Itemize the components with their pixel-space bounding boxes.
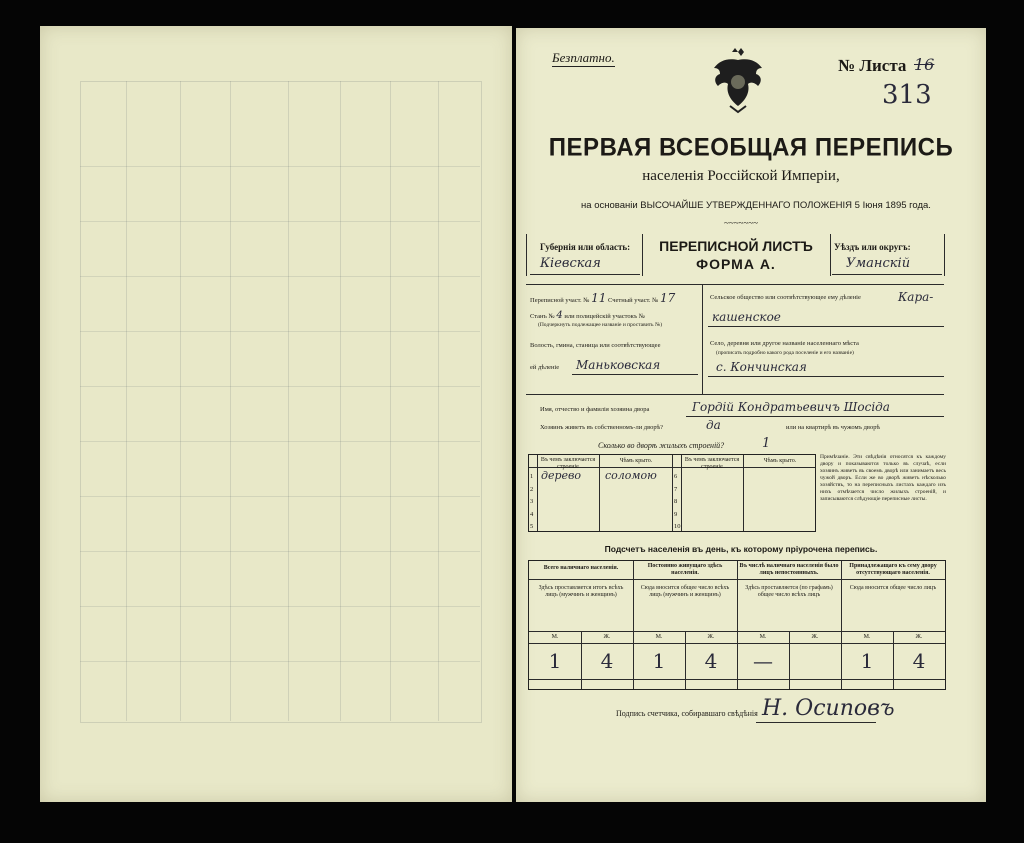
population-table bbox=[528, 560, 946, 690]
count-male: — bbox=[753, 649, 773, 673]
roof-col-header: Чѣмъ крыто. bbox=[619, 458, 653, 464]
female-label: Ж. bbox=[603, 634, 611, 640]
census-title: ПЕРВАЯ ВСЕОБЩАЯ ПЕРЕПИСЬ bbox=[548, 133, 954, 162]
female-label: Ж. bbox=[915, 634, 923, 640]
community-value-2: кашенское bbox=[712, 310, 781, 324]
stan-value: 4 bbox=[556, 310, 563, 321]
counter-signature: Н. Осиповъ bbox=[762, 696, 895, 721]
group-desc: Сюда вносится общее число лицъ bbox=[849, 585, 937, 591]
row-number: 2 bbox=[530, 485, 534, 493]
count-male: 1 bbox=[652, 649, 666, 673]
left-page bbox=[40, 26, 512, 802]
form-label: ФОРМА А. bbox=[696, 256, 776, 272]
male-label: М. bbox=[655, 634, 663, 640]
community-label: Сельское общество или соотвѣтствующее ему дѣленіе bbox=[710, 294, 861, 301]
rent-label: или на квартирѣ въ чужомъ дворѣ bbox=[786, 424, 880, 431]
section-value: 11 bbox=[591, 291, 607, 305]
buildings-value: 1 bbox=[762, 436, 771, 451]
census-basis: на основаніи ВЫСОЧАЙШЕ УТВЕРЖДЕННАГО ПОЛОЖЕНІЯ 5 Іюня 1895 года. bbox=[581, 200, 931, 211]
sheet-title: ПЕРЕПИСНОЙ ЛИСТЪ bbox=[659, 238, 813, 254]
count-value: 17 bbox=[659, 291, 676, 305]
count-female: 4 bbox=[912, 649, 926, 673]
building-col-header-2: Въ чемъ заключается строеніе bbox=[684, 457, 740, 470]
community-value: Кара- bbox=[898, 290, 934, 304]
roof-col-header-2: Чѣмъ крыто. bbox=[763, 458, 797, 464]
row-number: 3 bbox=[530, 498, 534, 505]
row-number: 4 bbox=[530, 510, 534, 518]
group-title: Постоянно живущаго здѣсь населенія. bbox=[647, 563, 723, 576]
police-label: или полицейскій участокъ № bbox=[564, 313, 645, 320]
building-material: дерево bbox=[541, 469, 582, 482]
row-number: 10 bbox=[674, 523, 681, 530]
row-number: 6 bbox=[674, 473, 678, 480]
row-number: 1 bbox=[530, 473, 534, 480]
district-value: Уманскій bbox=[846, 256, 911, 271]
ornament: ~~~~~~~ bbox=[723, 218, 759, 228]
ghost-table bbox=[80, 81, 482, 723]
volost-value: Маньковская bbox=[576, 358, 661, 372]
section-label: Переписной участ. № bbox=[530, 297, 590, 304]
own-yard-value: да bbox=[706, 418, 721, 432]
province-label: Губернія или область: bbox=[540, 242, 631, 252]
double-headed-eagle-icon bbox=[710, 46, 766, 114]
male-label: М. bbox=[759, 634, 767, 640]
buildings-note: Примѣчаніе. Эти свѣдѣнія относятся къ каждому двору и показываются только въ случаѣ, если хозяинъ живетъ въ своемъ дворѣ или занимаетъ весь чужой дворъ. Если же во дворѣ живетъ нѣсколько хозяйствъ, то на переписныхъ листахъ каждаго изъ нихъ отмѣчается число жилыхъ строеній, и записываются слѣдующіе переписные листы. bbox=[820, 454, 946, 502]
group-desc: Здѣсь проставляется (по графамъ) общее число всѣхъ лицъ bbox=[745, 585, 833, 598]
village-label: Село, деревня или другое названіе населеннаго мѣста bbox=[710, 340, 859, 347]
count-female: 4 bbox=[704, 649, 718, 673]
population-heading: Подсчетъ населенія въ день, къ которому пріурочена перепись. bbox=[604, 544, 878, 554]
village-value: с. Кончинская bbox=[716, 360, 807, 374]
police-note: (Подчеркнуть подлежащее названіе и проставить №) bbox=[538, 322, 663, 328]
volost-label-2: ей дѣленіе bbox=[530, 364, 560, 371]
count-label: Счетный участ. № bbox=[608, 297, 659, 304]
buildings-table bbox=[528, 454, 816, 532]
census-subtitle: населенія Россійской Имперіи, bbox=[642, 168, 840, 184]
buildings-label: Сколько во дворѣ жилыхъ строеній? bbox=[598, 441, 725, 450]
group-title: Принадлежащаго къ сему двору отсутствующаго населенія. bbox=[849, 563, 937, 576]
building-col-header: Въ чемъ заключается строеніе bbox=[540, 457, 596, 470]
own-yard-label: Хозяинъ живетъ въ собственномъ-ли дворѣ? bbox=[540, 424, 664, 431]
row-number: 5 bbox=[530, 523, 534, 530]
sheet-number-value: 16 bbox=[914, 55, 935, 74]
group-desc: Сюда вносится общее число всѣхъ лицъ (мужчинъ и женщинъ) bbox=[640, 585, 730, 598]
free-label: Безплатно. bbox=[552, 50, 615, 65]
stan-label: Станъ № bbox=[530, 313, 555, 320]
female-label: Ж. bbox=[811, 634, 819, 640]
roof-material: соломою bbox=[605, 469, 657, 482]
village-note: (прописать подробно какого рода поселеніе и его названіе) bbox=[716, 350, 854, 356]
male-label: М. bbox=[863, 634, 871, 640]
owner-label: Имя, отчество и фамилія хозяина двора bbox=[540, 406, 650, 413]
archive-number: 313 bbox=[882, 80, 932, 110]
male-label: М. bbox=[551, 634, 559, 640]
group-desc: Здѣсь проставляется итогъ всѣхъ лицъ (мужчинъ и женщинъ) bbox=[538, 585, 624, 598]
volost-label: Волость, гмина, станица или соотвѣтствующее bbox=[530, 342, 661, 349]
female-label: Ж. bbox=[707, 634, 715, 640]
row-number: 8 bbox=[674, 498, 678, 505]
sheet-number-label: № Листа bbox=[838, 56, 907, 75]
signature-label: Подпись счетчика, собиравшаго свѣдѣнія bbox=[616, 709, 758, 718]
district-label: Уѣздъ или округъ: bbox=[834, 242, 911, 252]
count-male: 1 bbox=[548, 649, 562, 673]
group-title: Всего наличнаго населенія. bbox=[543, 565, 619, 571]
owner-value: Гордій Кондратьевичъ Шосіда bbox=[692, 400, 890, 414]
group-title: Въ числѣ наличнаго населенія было лицъ непостоянныхъ. bbox=[739, 563, 839, 576]
row-number: 7 bbox=[674, 485, 678, 493]
count-male: 1 bbox=[860, 649, 874, 673]
count-female: 4 bbox=[600, 649, 614, 673]
province-value: Кіевская bbox=[540, 256, 601, 271]
right-page bbox=[516, 28, 986, 802]
row-number: 9 bbox=[674, 510, 678, 518]
